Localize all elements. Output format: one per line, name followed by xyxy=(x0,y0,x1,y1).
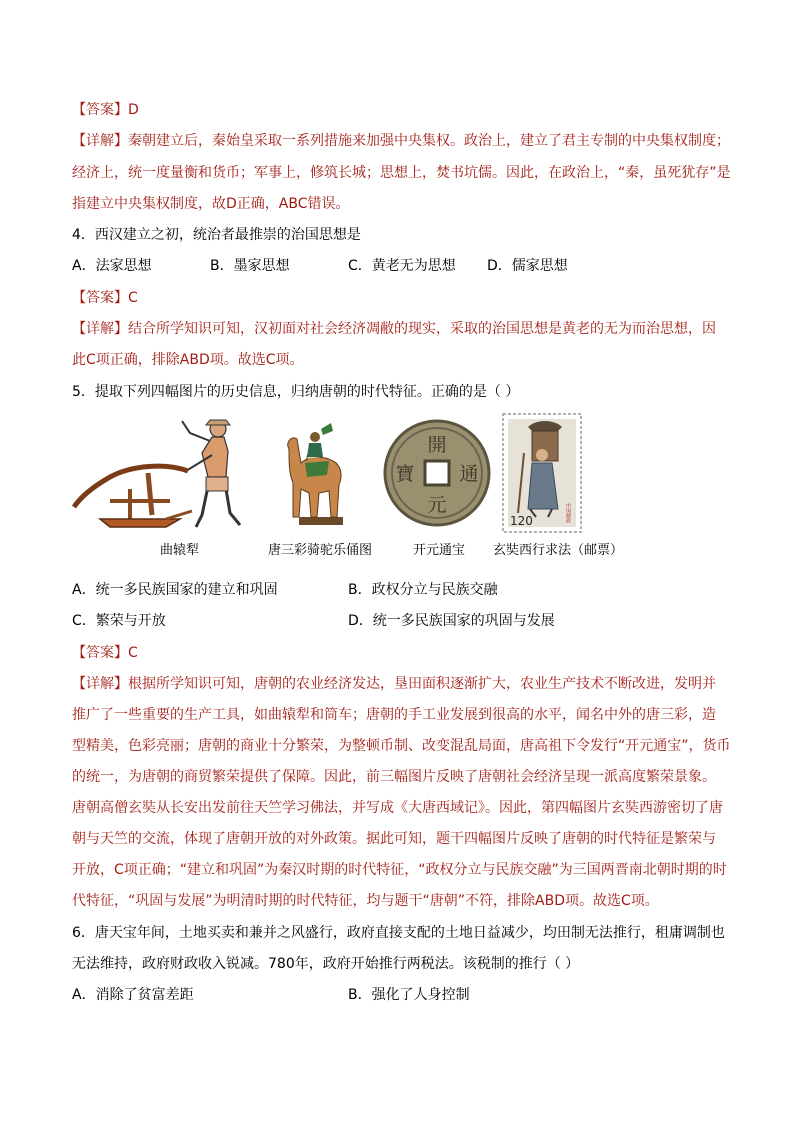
q4-option-c: C．黄老无为思想 xyxy=(348,258,456,274)
answer-tag: 【答案】 xyxy=(72,102,128,118)
q6-option-b: B．强化了人身控制 xyxy=(348,987,470,1003)
answer-tag: 【答案】 xyxy=(72,645,128,661)
q3-answer xyxy=(72,100,139,120)
coin-char-right: 通 xyxy=(459,463,479,485)
q3-detail-line-1 xyxy=(72,131,730,151)
q5-answer xyxy=(72,643,138,663)
figure-caption-stamp: 玄奘西行求法（邮票） xyxy=(493,543,624,558)
detail-tag: 【详解】 xyxy=(72,676,128,692)
q4-option-d: D．儒家思想 xyxy=(487,258,568,274)
q5-option-b: B．政权分立与民族交融 xyxy=(348,582,498,598)
stamp-label: 中国邮政 xyxy=(565,503,571,523)
q5-detail-line-5: 唐朝高僧玄奘从长安出发前往天竺学习佛法，并写成《大唐西域记》。因此，第四幅图片玄奘西游密切了唐 xyxy=(72,800,723,816)
q6-option-a: A．消除了贫富差距 xyxy=(72,987,194,1003)
detail-tag: 【详解】 xyxy=(72,321,128,337)
detail-text: 秦朝建立后，秦始皇采取一系列措施来加强中央集权。政治上，建立了君主专制的中央集权制度； xyxy=(128,133,730,149)
answer-tag: 【答案】 xyxy=(72,290,128,306)
detail-text: 根据所学知识可知，唐朝的农业经济发达，垦田面积逐渐扩大，农业生产技术不断改进，发明并 xyxy=(128,676,716,692)
q5-option-a: A．统一多民族国家的建立和巩固 xyxy=(72,582,278,598)
detail-tag: 【详解】 xyxy=(72,133,128,149)
q4-detail-line-1 xyxy=(72,319,716,339)
q3-detail-line-2: 经济上，统一度量衡和货币；军事上，修筑长城；思想上，焚书坑儒。因此，在政治上，“秦，虽死犹存”是 xyxy=(72,165,731,181)
q5-detail-line-6: 朝与天竺的交流，体现了唐朝开放的对外政策。据此可知，题干四幅图片反映了唐朝的时代特征是繁荣与 xyxy=(72,831,716,847)
stamp-value: 120 xyxy=(510,514,533,528)
q5-detail-line-4: 的统一，为唐朝的商贸繁荣提供了保障。因此，前三幅图片反映了唐朝社会经济呈现一派高度繁荣景象。 xyxy=(72,769,716,785)
figure-caption-camel: 唐三彩骑驼乐俑图 xyxy=(268,543,373,558)
q5-option-c: C．繁荣与开放 xyxy=(72,613,166,629)
figure-caption-plow: 曲辕犁 xyxy=(160,543,200,558)
q5-detail-line-3: 型精美，色彩亮丽；唐朝的商业十分繁荣，为整顿币制、改变混乱局面，唐高祖下令发行“开元通宝”，货币 xyxy=(72,738,731,754)
q5-stem: 5．提取下列四幅图片的历史信息，归纳唐朝的时代特征。正确的是（ ） xyxy=(72,384,520,400)
xuanzang-stamp xyxy=(502,413,582,533)
coin-char-bottom: 元 xyxy=(427,494,447,516)
q5-option-d: D．统一多民族国家的巩固与发展 xyxy=(348,613,555,629)
kaiyuan-tongbao-coin xyxy=(383,413,491,533)
q4-option-b: B．墨家思想 xyxy=(210,258,290,274)
coin-char-left: 寶 xyxy=(395,463,415,485)
q4-option-a: A．法家思想 xyxy=(72,258,152,274)
detail-text: 结合所学知识可知，汉初面对社会经济凋敝的现实，采取的治国思想是黄老的无为而治思想，因 xyxy=(128,321,716,337)
q5-detail-line-8: 代特征，“巩固与发展”为明清时期的时代特征，均与题干“唐朝”不符，排除ABD项。故选C项。 xyxy=(72,893,659,909)
answer-value: C xyxy=(128,645,138,661)
q5-detail-line-7: 开放，C项正确；“建立和巩固”为秦汉时期的时代特征，“政权分立与民族交融”为三国两晋南北朝时期的时 xyxy=(72,862,727,878)
answer-value: C xyxy=(128,290,138,306)
q6-stem-line-2: 无法维持，政府财政收入锐减。780年，政府开始推行两税法。该税制的推行（ ） xyxy=(72,956,580,972)
coin-char-top: 開 xyxy=(427,434,447,456)
q4-detail-line-2: 此C项正确，排除ABD项。故选C项。 xyxy=(72,352,304,368)
q5-detail-line-2: 推广了一些重要的生产工具，如曲辕犁和筒车；唐朝的手工业发展到很高的水平，闻名中外的唐三彩，造 xyxy=(72,707,716,723)
q4-answer xyxy=(72,288,138,308)
plow-farmer-illustration xyxy=(70,415,252,533)
answer-value: D xyxy=(128,102,139,118)
figure-caption-coin: 开元通宝 xyxy=(413,543,466,558)
q5-detail-line-1 xyxy=(72,674,716,694)
q6-stem-line-1: 6．唐天宝年间，土地买卖和兼并之风盛行，政府直接支配的土地日益减少，均田制无法推行，租庸调制也 xyxy=(72,925,725,941)
q3-detail-line-3: 指建立中央集权制度，故D正确，ABC错误。 xyxy=(72,196,350,212)
tang-sancai-camel-figurine xyxy=(275,413,357,533)
q4-stem: 4．西汉建立之初，统治者最推崇的治国思想是 xyxy=(72,227,361,243)
